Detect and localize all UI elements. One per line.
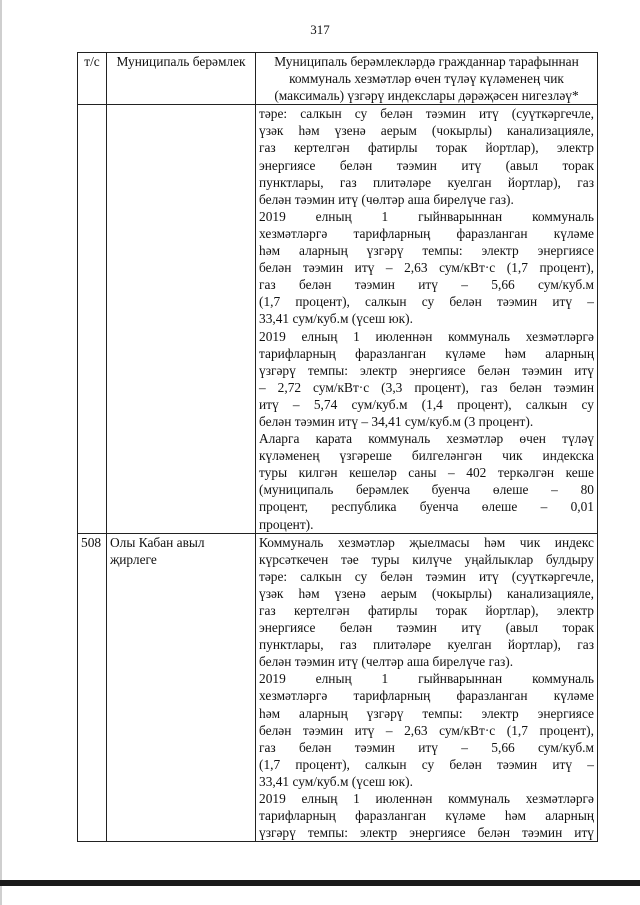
scan-left-edge bbox=[0, 0, 2, 905]
row1-basis bbox=[256, 105, 598, 533]
text-line: Коммуналь хезмәтләр җыелмасы һәм чик индекс bbox=[259, 534, 594, 550]
header-basis: Муниципаль берәмлекләрдә гражданнар тарафыннан коммуналь хезмәтләр өчен түләү күләменең чик (максималь) үзгәрү индекслары дәрәҗәсен нигезләү* bbox=[256, 53, 598, 105]
text-line: белән тәэмин итү – 34,41 сум/куб.м (3 процент). bbox=[259, 413, 534, 429]
text-line: туры килгән кешеләр саны – 402 теркәлгән кеше bbox=[259, 465, 594, 481]
tariff-table bbox=[77, 52, 598, 842]
text-line: 2019 елның 1 гыйнварыннан коммуналь bbox=[259, 671, 594, 687]
text-line: белән тәэмин итү – 2,63 сум/кВт·с (1,7 процент), bbox=[259, 260, 594, 276]
table-row bbox=[78, 533, 598, 842]
header-num: т/с bbox=[78, 53, 107, 105]
text-line: процент). bbox=[259, 516, 314, 532]
text-line: 33,41 сум/куб.м (үсеш юк). bbox=[259, 773, 413, 789]
text-line: – 2,72 сум/кВт·с (3,3 процент), газ белән тәэмин bbox=[259, 379, 594, 395]
row2-basis bbox=[256, 533, 598, 842]
text-line: газ белән тәэмин итү – 5,66 сум/куб.м bbox=[259, 277, 594, 293]
text-line: газ кертелгән фатирлы торак йортлар), электр bbox=[259, 603, 594, 618]
text-line: һәм аларның үзгәрү темпы: электр энергиясе bbox=[259, 243, 594, 259]
text-line: күрсәткечен тәе туры килүче уңайлыклар булдыру bbox=[259, 551, 594, 567]
text-line: тәре: салкын су белән тәэмин итү (суүткәргечле, bbox=[259, 568, 594, 584]
text-line: энергиясе белән тәэмин итү (авыл торак bbox=[259, 157, 594, 173]
text-line: белән тәэмин итү (чөлтәр аша бирелүче газ). bbox=[259, 191, 514, 207]
text-line: (1,7 процент), салкын су белән тәэмин итү – bbox=[259, 756, 594, 772]
text-line: тарифларның фаразланган күләме һәм аларның bbox=[259, 345, 594, 361]
text-line: процент, республика буенча өлеше – 0,01 bbox=[259, 499, 594, 515]
text-line: пунктлары, газ плитәләре куелган йортлар), газ bbox=[259, 637, 594, 653]
text-line: итү – 5,74 сум/куб.м (1,4 процент), салкын су bbox=[259, 396, 594, 412]
text-line: үзәк һәм үзенә аерым (чокырлы) канализацияле, bbox=[259, 585, 594, 601]
text-line: хезмәтләргә тарифларның фаразланган күләме bbox=[259, 225, 594, 241]
text-line: тарифларның фаразланган күләме һәм аларның bbox=[259, 808, 594, 824]
text-line: (1,7 процент), салкын су белән тәэмин итү – bbox=[259, 294, 594, 310]
text-line: газ кертелгән фатирлы торак йортлар), электр bbox=[259, 140, 594, 156]
text-line: газ белән тәэмин итү – 5,66 сум/куб.м bbox=[259, 739, 594, 755]
text-line: күләменең үзгәреше билгеләнгән чик индекска bbox=[259, 448, 594, 464]
row2-municipality: Олы Кабан авыл җирлеге bbox=[107, 533, 256, 842]
text-line: пунктлары, газ плитәләре куелган йортлар), газ bbox=[259, 174, 594, 190]
text-line: белән тәэмин итү – 2,63 сум/кВт·с (1,7 процент), bbox=[259, 722, 594, 738]
text-line: хезмәтләргә тарифларның фаразланган күләме bbox=[259, 688, 594, 704]
text-line: үзәк һәм үзенә аерым (чокырлы) канализацияле, bbox=[259, 123, 594, 139]
table-header-row bbox=[78, 53, 598, 105]
text-line: 2019 елның 1 гыйнварыннан коммуналь bbox=[259, 208, 594, 224]
table-row bbox=[78, 105, 598, 533]
text-line: (муниципаль берәмлек буенча өлеше – 80 bbox=[259, 482, 594, 498]
scan-bottom-border bbox=[0, 880, 640, 886]
text-line: үзгәрү темпы: электр энергиясе белән тәэмин итү bbox=[259, 825, 594, 841]
row2-num: 508 bbox=[78, 533, 107, 842]
row1-municipality bbox=[107, 105, 256, 533]
text-line: үзгәрү темпы: электр энергиясе белән тәэмин итү bbox=[259, 362, 594, 378]
header-municipality: Муниципаль берәмлек bbox=[107, 53, 256, 105]
text-line: тәре: салкын су белән тәэмин итү (суүткәргечле, bbox=[259, 106, 594, 122]
text-line: энергиясе белән тәэмин итү (авыл торак bbox=[259, 620, 594, 636]
text-line: 2019 елның 1 июленнән коммуналь хезмәтләргә bbox=[259, 328, 594, 344]
text-line: һәм аларның үзгәрү темпы: электр энергиясе bbox=[259, 705, 594, 721]
text-line: белән тәэмин итү (челтәр аша бирелүче газ). bbox=[259, 654, 514, 670]
row1-num bbox=[78, 105, 107, 533]
text-line: Аларга карата коммуналь хезмәтләр өчен түләү bbox=[259, 431, 594, 447]
page-number: 317 bbox=[310, 22, 330, 37]
text-line: 2019 елның 1 июленнән коммуналь хезмәтләргә bbox=[259, 791, 594, 807]
text-line: 33,41 сум/куб.м (үсеш юк). bbox=[259, 311, 413, 327]
